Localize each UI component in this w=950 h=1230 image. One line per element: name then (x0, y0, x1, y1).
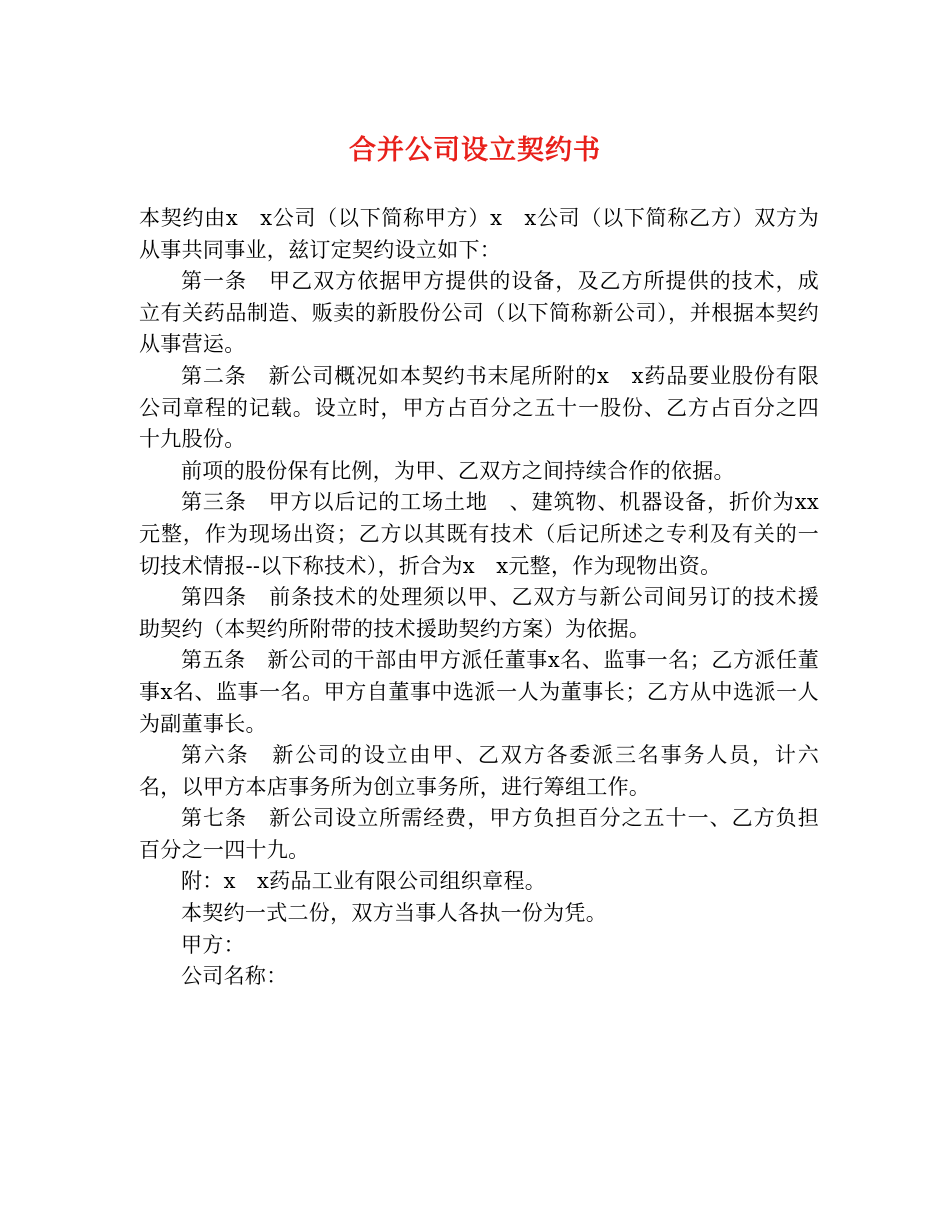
paragraph: 第五条 新公司的干部由甲方派任董事x名、监事一名；乙方派任董事x名、监事一名。甲方自董事中选派一人为董事长；乙方从中选派一人为副董事长。 (139, 648, 819, 736)
paragraph: 第七条 新公司设立所需经费，甲方负担百分之五十一、乙方负担百分之一四十九。 (139, 806, 819, 862)
paragraph: 第四条 前条技术的处理须以甲、乙双方与新公司间另订的技术援助契约（本契约所附带的技术援助契约方案）为依据。 (139, 585, 819, 641)
paragraph: 附：x x药品工业有限公司组织章程。 (181, 869, 547, 894)
paragraph: 第三条 甲方以后记的工场土地 、建筑物、机器设备，折价为xx元整，作为现场出资；乙方以其既有技术（后记所述之专利及有关的一切技术情报--以下称技术），折合为x x元整，作为现物出资。 (139, 490, 819, 578)
paragraph: 第六条 新公司的设立由甲、乙双方各委派三名事务人员，计六名，以甲方本店事务所为创立事务所，进行筹组工作。 (139, 743, 819, 799)
paragraph: 第一条 甲乙双方依据甲方提供的设备，及乙方所提供的技术，成立有关药品制造、贩卖的新股份公司（以下简称新公司），并根据本契约从事营运。 (139, 269, 819, 357)
paragraph: 第二条 新公司概况如本契约书末尾所附的x x药品要业股份有限公司章程的记载。设立时，甲方占百分之五十一股份、乙方占百分之四十九股份。 (139, 363, 819, 452)
document-title: 合并公司设立契约书 (349, 135, 601, 166)
paragraph: 本契约由x x公司（以下简称甲方）x x公司（以下简称乙方）双方为从事共同事业，兹订定契约设立如下： (139, 206, 819, 262)
paragraph: 本契约一式二份，双方当事人各执一份为凭。 (181, 901, 607, 926)
paragraph: 前项的股份保有比例，为甲、乙双方之间持续合作的依据。 (181, 458, 735, 483)
document-body (139, 203, 819, 993)
paragraph: 公司名称： (181, 964, 288, 989)
paragraph: 甲方： (181, 932, 245, 957)
